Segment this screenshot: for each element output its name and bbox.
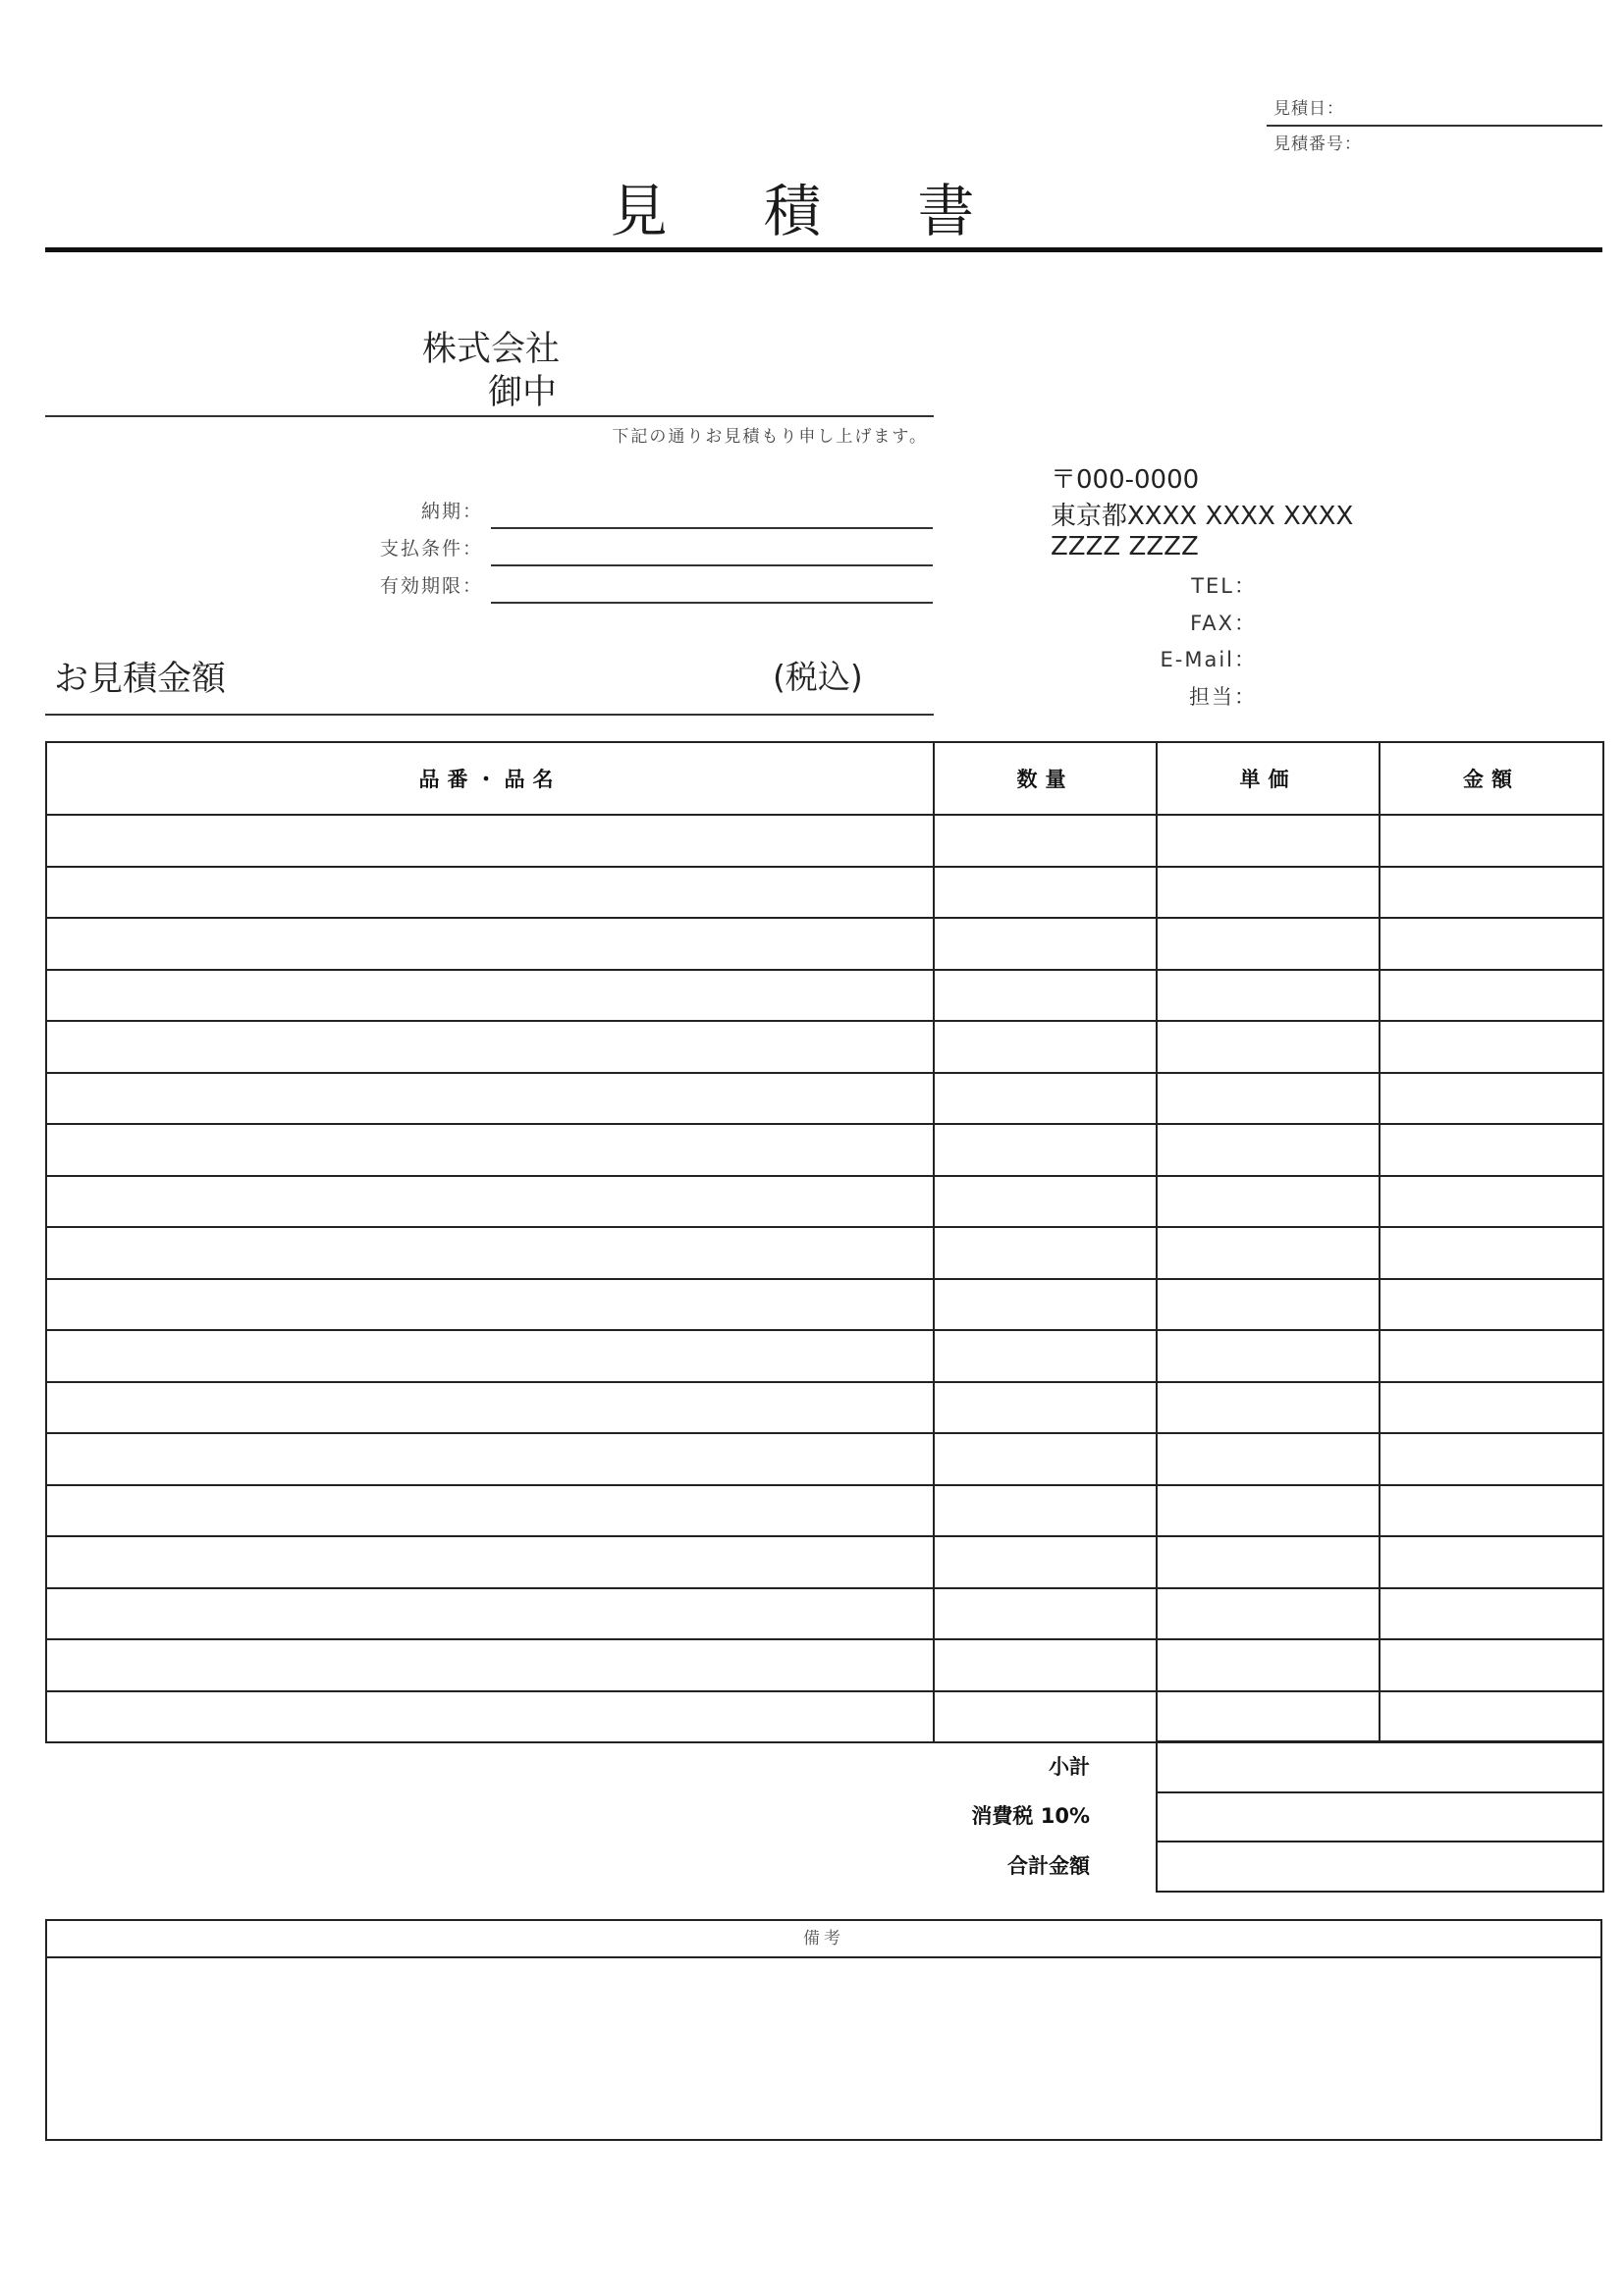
unit-price-cell[interactable] [1157, 970, 1380, 1022]
quantity-cell[interactable] [934, 918, 1157, 970]
table-row [46, 1382, 1603, 1434]
quantity-cell[interactable] [934, 1485, 1157, 1537]
item-name-cell[interactable] [46, 815, 934, 867]
amount-cell[interactable] [1380, 918, 1603, 970]
unit-price-cell[interactable] [1157, 1536, 1380, 1588]
quantity-cell[interactable] [934, 1073, 1157, 1125]
payment-terms-label: 支払条件： [379, 538, 483, 560]
delivery-label: 納期： [420, 501, 483, 522]
amount-cell[interactable] [1380, 815, 1603, 867]
item-name-cell[interactable] [46, 1330, 934, 1382]
amount-cell[interactable] [1380, 1073, 1603, 1125]
item-name-cell[interactable] [46, 867, 934, 919]
table-row [46, 1124, 1603, 1176]
quote-amount-label: お見積金額 [54, 660, 227, 699]
items-table-header [46, 742, 1603, 815]
amount-underline [45, 714, 934, 716]
unit-price-cell[interactable] [1157, 1330, 1380, 1382]
amount-cell[interactable] [1380, 1485, 1603, 1537]
email-label: E-Mail： [1160, 648, 1257, 671]
table-row [46, 1279, 1603, 1331]
table-row [46, 1639, 1603, 1691]
quantity-cell[interactable] [934, 1588, 1157, 1640]
recipient-honorific: 御中 [488, 373, 558, 412]
amount-cell[interactable] [1380, 1330, 1603, 1382]
tel-label: TEL： [1191, 574, 1257, 598]
column-header-item-name: 品番・品名 [46, 742, 934, 815]
unit-price-cell[interactable] [1157, 1124, 1380, 1176]
quantity-cell[interactable] [934, 1279, 1157, 1331]
amount-cell[interactable] [1380, 1639, 1603, 1691]
table-row [46, 1433, 1603, 1485]
greeting-text: 下記の通りお見積もり申し上げます。 [612, 427, 928, 447]
amount-cell[interactable] [1380, 1227, 1603, 1279]
quantity-cell[interactable] [934, 1691, 1157, 1743]
amount-cell[interactable] [1380, 1691, 1603, 1743]
items-table-body [46, 815, 1603, 1742]
document-title: 見 積 書 [610, 178, 1014, 244]
recipient-company[interactable]: 株式会社 [422, 330, 561, 369]
table-row [46, 1691, 1603, 1743]
unit-price-cell[interactable] [1157, 1691, 1380, 1743]
quote-date-field[interactable] [1267, 125, 1602, 127]
item-name-cell[interactable] [46, 1588, 934, 1640]
table-row [46, 1176, 1603, 1228]
tax-included-note: (税込) [773, 658, 863, 696]
item-name-cell[interactable] [46, 1124, 934, 1176]
item-name-cell[interactable] [46, 1485, 934, 1537]
amount-cell[interactable] [1380, 1588, 1603, 1640]
quantity-cell[interactable] [934, 815, 1157, 867]
person-in-charge-label: 担当： [1189, 685, 1257, 709]
total-label: 合計金額 [1007, 1854, 1090, 1878]
item-name-cell[interactable] [46, 970, 934, 1022]
sender-address-line1: 東京都XXXX XXXX XXXX [1051, 502, 1354, 531]
item-name-cell[interactable] [46, 1073, 934, 1125]
unit-price-cell[interactable] [1157, 815, 1380, 867]
tax-label: 消費税 10% [971, 1804, 1090, 1828]
column-header-amount: 金額 [1380, 742, 1603, 815]
quantity-cell[interactable] [934, 1330, 1157, 1382]
quantity-cell[interactable] [934, 867, 1157, 919]
amount-cell[interactable] [1380, 1124, 1603, 1176]
column-header-quantity: 数量 [934, 742, 1157, 815]
unit-price-cell[interactable] [1157, 918, 1380, 970]
unit-price-cell[interactable] [1157, 1639, 1380, 1691]
amount-cell[interactable] [1380, 1536, 1603, 1588]
fax-label: FAX： [1190, 612, 1257, 635]
unit-price-cell[interactable] [1157, 867, 1380, 919]
quantity-cell[interactable] [934, 1536, 1157, 1588]
table-row [46, 867, 1603, 919]
quantity-cell[interactable] [934, 1433, 1157, 1485]
table-row [46, 815, 1603, 867]
quantity-cell[interactable] [934, 1124, 1157, 1176]
quantity-cell[interactable] [934, 1639, 1157, 1691]
subtotal-label: 小計 [1049, 1755, 1090, 1779]
quote-number-label: 見積番号： [1273, 134, 1362, 154]
amount-cell[interactable] [1380, 1021, 1603, 1073]
item-name-cell[interactable] [46, 1433, 934, 1485]
item-name-cell[interactable] [46, 1691, 934, 1743]
payment-terms-field[interactable] [491, 564, 933, 566]
table-row [46, 1330, 1603, 1382]
remarks-header: 備考 [47, 1921, 1600, 1958]
unit-price-cell[interactable] [1157, 1382, 1380, 1434]
items-table [45, 741, 1604, 1743]
sender-address-line2: ZZZZ ZZZZ [1051, 532, 1199, 561]
item-name-cell[interactable] [46, 1176, 934, 1228]
quote-date-label: 見積日： [1273, 99, 1344, 119]
item-name-cell[interactable] [46, 918, 934, 970]
unit-price-cell[interactable] [1157, 1176, 1380, 1228]
unit-price-cell[interactable] [1157, 1433, 1380, 1485]
unit-price-cell[interactable] [1157, 1588, 1380, 1640]
sender-postal-code: 〒000-0000 [1051, 465, 1200, 495]
amount-cell[interactable] [1380, 970, 1603, 1022]
unit-price-cell[interactable] [1157, 1279, 1380, 1331]
table-row [46, 1588, 1603, 1640]
delivery-field[interactable] [491, 527, 933, 529]
column-header-unit-price: 単価 [1157, 742, 1380, 815]
subtotal-field[interactable] [1156, 1740, 1604, 1793]
recipient-underline [45, 415, 934, 417]
unit-price-cell[interactable] [1157, 1227, 1380, 1279]
table-row [46, 918, 1603, 970]
title-divider [45, 247, 1602, 252]
item-name-cell[interactable] [46, 1227, 934, 1279]
table-row [46, 970, 1603, 1022]
unit-price-cell[interactable] [1157, 1485, 1380, 1537]
table-row [46, 1073, 1603, 1125]
validity-field[interactable] [491, 602, 933, 604]
item-name-cell[interactable] [46, 1536, 934, 1588]
unit-price-cell[interactable] [1157, 1021, 1380, 1073]
amount-cell[interactable] [1380, 1176, 1603, 1228]
amount-cell[interactable] [1380, 1279, 1603, 1331]
table-row [46, 1227, 1603, 1279]
item-name-cell[interactable] [46, 1382, 934, 1434]
item-name-cell[interactable] [46, 1279, 934, 1331]
item-name-cell[interactable] [46, 1021, 934, 1073]
validity-label: 有効期限： [379, 575, 483, 597]
amount-cell[interactable] [1380, 867, 1603, 919]
amount-cell[interactable] [1380, 1433, 1603, 1485]
item-name-cell[interactable] [46, 1639, 934, 1691]
quantity-cell[interactable] [934, 1021, 1157, 1073]
quantity-cell[interactable] [934, 1227, 1157, 1279]
table-row [46, 1485, 1603, 1537]
total-field[interactable] [1156, 1842, 1604, 1893]
table-row [46, 1021, 1603, 1073]
amount-cell[interactable] [1380, 1382, 1603, 1434]
quantity-cell[interactable] [934, 970, 1157, 1022]
tax-field[interactable] [1156, 1791, 1604, 1842]
table-row [46, 1536, 1603, 1588]
quantity-cell[interactable] [934, 1176, 1157, 1228]
quantity-cell[interactable] [934, 1382, 1157, 1434]
unit-price-cell[interactable] [1157, 1073, 1380, 1125]
